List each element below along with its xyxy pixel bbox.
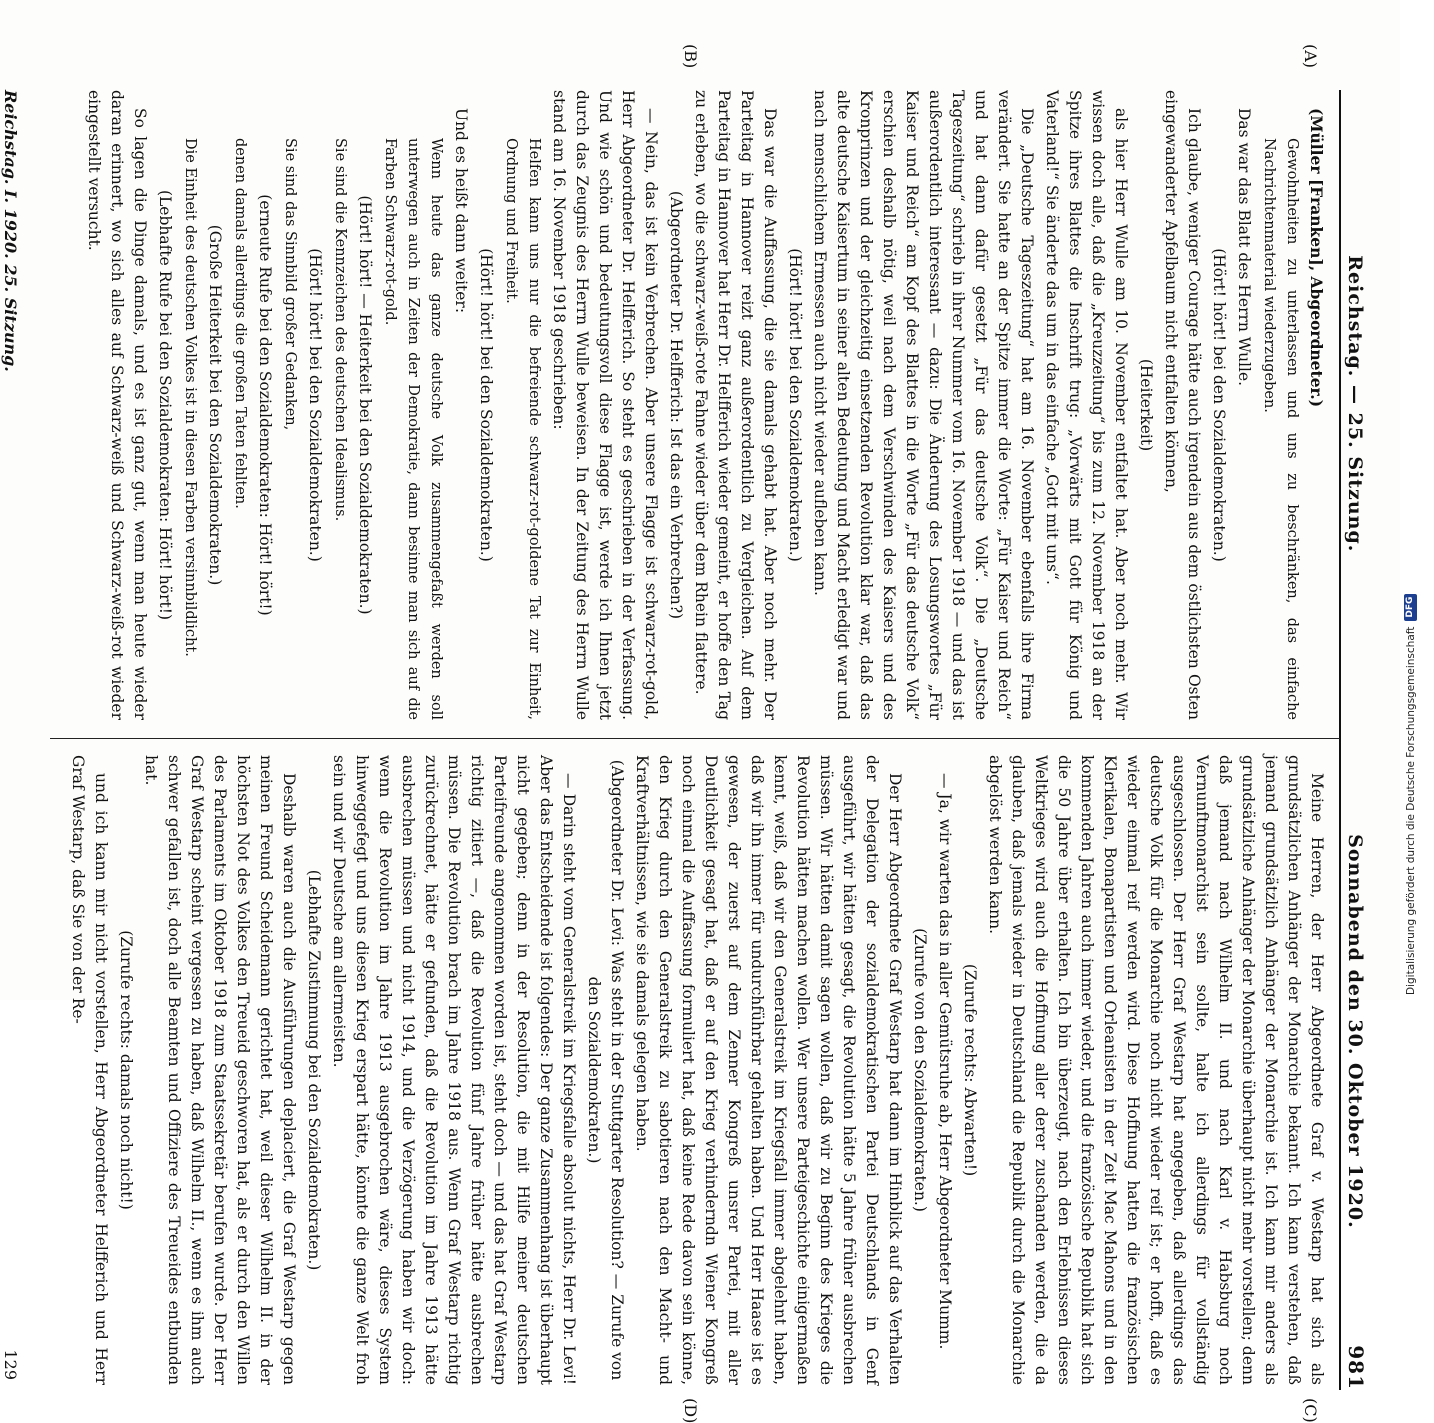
left-paragraph: Die Einheit des deutschen Volkes ist in diesen Farben versinnbildlicht. (182, 138, 198, 657)
left-paragraph: (Lebhafte Rufe bei den Sozialdemokraten: Hört! hört!) (156, 189, 174, 621)
margin-mark-b: (B) (681, 44, 700, 69)
right-paragraph: (Zurufe rechts: Abwarten!) (961, 963, 979, 1177)
left-paragraph: Das war die Auffassung, die sie damals gehabt hat. Aber noch mehr. Der Parteitag in Hannover reizt ganz außerordentlich zu Vergleichen. Auf dem Parteitag in Hannover hat Herr Dr. Helfferich wieder gemeint, er hoffe den Tag zu erleben, wo die schwarz-weiß-rote Fahne wieder über dem Rhein flattere. (692, 90, 779, 720)
footer-left: Reichstag. I. 1920. 25. Sitzung. (1, 90, 20, 372)
right-paragraph: Deshalb waren auch die Ausführungen deplaciert, die Graf Westarp gegen meinen Freund Scheidemann gerichtet hat, weil dieser Wilhelm II. in der höchsten Not des Volkes den Treueid geschworen hat, als er durch den Willen des Parlaments im Oktober 1918 zum Staatssekretär berufen wurde. Der Herr Graf Westarp scheint vergessen zu haben, daß Wilhelm II., wenn es ihm auch schwer gefallen ist, doch alle Beamten und Offiziere des Treueides entbunden hat. (142, 755, 298, 1385)
header-title-left: Reichstag. — 25. Sitzung. (1344, 255, 1366, 553)
footer-page-number: 129 (1, 1349, 20, 1380)
page-header (1339, 90, 1372, 1390)
column-divider (50, 738, 1340, 739)
left-paragraph: (Hört! hört! bei den Sozialdemokraten.) (306, 248, 324, 562)
right-paragraph: (Abgeordneter Dr. Levi: Was steht in der Stuttgarter Resolution? — Zurufe von den Sozialdemokraten.) (585, 759, 626, 1381)
left-paragraph: Sie sind das Sinnbild großer Gedanken, (282, 138, 298, 431)
left-paragraph: — Nein, das ist kein Verbrechen. Aber unsere Flagge ist schwarz-rot-gold, Herr Abgeordneter Dr. Helfferich. So steht es geschrieben in der Verfassung. Und wie schön und bedeutungsvoll diese Flagge ist, werde ich Ihnen jetzt durch das Zeugnis des Herrn Wulle beweisen. In der Zeitung des Herrn Wulle stand am 16. November 1918 geschrieben: (550, 90, 660, 720)
left-paragraph: (Hört! hört! bei den Sozialdemokraten.) (477, 248, 495, 562)
left-paragraph: So lagen die Dinge damals, und es ist ganz gut, wenn man heute wieder daran erinnert, wo sich alles auf Schwarz-weiß und Schwarz-weiß-rot wieder eingestellt versucht. (85, 90, 149, 720)
margin-mark-a: (A) (1301, 44, 1320, 69)
left-paragraph: (Hört! hört! bei den Sozialdemokraten.) (786, 248, 804, 562)
left-paragraph: Sie sind die Kennzeichen des deutschen Idealismus. (332, 138, 348, 522)
left-paragraph: (Heiterkeit) (1137, 358, 1155, 452)
left-paragraph: Die „Deutsche Tageszeitung“ hat am 16. November ebenfalls ihre Firma verändert. Sie hatte an der Spitze immer die Worte: „Für Kaiser und Reich“ und hat dann dafür gesetzt „Für das deutsche Volk“. Die „Deutsche Tageszeitung“ schrieb in ihrer Nummer vom 16. November 1918 — und das ist außerordentlich interessant — dazu: Die Änderung des Losungswortes „Für Kaiser und Reich“ am Kopf des Blattes in die Worte „Für das deutsche Volk“ erschien deshalb nötig, weil nach dem Verschwinden des Kaisers und des Kronprinzen und der gleichzeitig einsetzenden Revolution klar war, daß das alte deutsche Kaisertum in seiner alten Bedeutung und Macht erledigt war und nach menschlichem Ermessen auch nicht wieder aufleben kann. (811, 90, 1036, 720)
dfg-logo: DFG (1404, 594, 1417, 621)
left-paragraph: Gewohnheiten zu unterlassen und uns zu beschränken, das einfache Nachrichtenmaterial wiederzugeben. (1261, 138, 1300, 720)
left-paragraph: (erneute Rufe bei den Sozialdemokraten: Hört! hört!) (256, 194, 274, 616)
left-paragraph: (Große Heiterkeit bei den Sozialdemokraten.) (206, 224, 224, 586)
header-title-right: Sonnabend den 30. Oktober 1920. (1344, 834, 1366, 1229)
right-column (69, 755, 1328, 1385)
left-paragraph: Und es heißt dann weiter: (452, 108, 470, 314)
left-column (85, 90, 1328, 720)
right-paragraph: (Zurufe rechts: damals noch nicht!) (117, 930, 135, 1210)
margin-mark-d: (D) (681, 1398, 700, 1423)
left-paragraph: Helfen kann uns nur die befreiende schwarz-rot-goldene Tat zur Einheit, Ordnung und Freiheit. (503, 138, 542, 720)
right-paragraph: — Ja, wir warten das in aller Gemütsruhe ab, Herr Abgeordneter Mumm. (936, 773, 954, 1350)
left-paragraph: (Abgeordneter Dr. Helfferich: Ist das ein Verbrechen?) (667, 190, 685, 620)
right-paragraph: — Darin steht vom Generalstreik im Kriegsfalle absolut nichts, Herr Dr. Levi! Aber das Entscheidende ist folgendes: Der ganze Zusammenhang ist überhaupt nicht gegeben; denn in der Resolution, die mit Hilfe meiner deutschen Parteifreunde angenommen worden ist, steht doch — und das hat Graf Westarp richtig zitiert —, daß die Revolution fünf Jahre früher hätte ausbrechen müssen. Die Revolution brach im Jahre 1918 aus. Wenn Graf Westarp richtig zurückrechnet, hätte er gefunden, daß die Revolution im Jahre 1913 hätte ausbrechen müssen und nicht 1914, und die Verzögerung haben wir doch: wenn die Revolution im Jahre 1913 ausgebrochen wäre, dieses System hinweggefegt und uns diesen Krieg erspart hätte, könnte die ganze Welt froh sein und wir Deutsche am allermeisten. (330, 755, 578, 1385)
digitization-note-text: Digitalisierung gefördert durch die Deutsche Forschungsgemeinschaft (1404, 626, 1417, 995)
left-paragraph: Das war das Blatt des Herrn Wulle. (1235, 108, 1253, 387)
margin-mark-c: (C) (1301, 1398, 1320, 1423)
left-paragraph: (Müller [Franken], Abgeordneter.) (1307, 108, 1326, 408)
right-paragraph: und ich kann mir nicht vorstellen, Herr Abgeordneter Helfferich und Herr Graf Westarp, daß Sie von der Re- (69, 755, 110, 1385)
right-paragraph: Meine Herren, der Herr Abgeordnete Graf v. Westarp hat sich als grundsätzlichen Anhänger der Monarchie bekannt. Ich kann verstehen, daß jemand grundsätzlich Anhänger der Monarchie ist. Ich kann mir anders als grundsätzliche Anhänger der Monarchie überhaupt nicht mehr vorstellen; denn daß jemand nach Wilhelm II. und nach Karl v. Habsburg noch Vernunftmonarchist sein sollte, halte ich allerdings für vollständig ausgeschlossen. Der Herr Graf Westarp hat angegeben, daß allerdings das deutsche Volk für die Monarchie noch nicht wieder reif ist; er hofft, daß es wieder einmal reif werden wird. Diese Hoffnung hatten die französischen Klerikalen, Bonapartisten und Orleanisten in der Zeit Mac Mahons und in den kommenden Jahren auch immer wieder, und die französische Republik hat sich die 50 Jahre über erhalten. Ich bin überzeugt, nach den Erlebnissen dieses Weltkrieges wird auch die Hoffnung aller derer zuschanden werden, die da glauben, daß jemals wieder in Deutschland die Republik durch die Monarchie abgelöst werden kann. (986, 755, 1326, 1385)
left-paragraph: Ich glaube, weniger Courage hätte auch irgendein aus dem östlichsten Osten eingewanderter Apfelbaum nicht entfalten können, (1162, 90, 1203, 720)
left-paragraph: (Hört! hört! — Heiterkeit bei den Sozialdemokraten.) (356, 195, 374, 615)
digitization-note (1404, 594, 1417, 995)
right-paragraph: Der Herr Abgeordnete Graf Westarp hat dann im Hinblick auf das Verhalten der Delegation der sozialdemokratischen Partei Deutschlands in Genf ausgeführt, wir hätten gesagt, die Revolution hätte 5 Jahre früher ausbrechen müssen. Wir hätten damit sagen wollen, daß wir zu Beginn des Krieges die Revolution hätten machen wollen. Wer unsere Parteigeschichte einigermaßen kennt, weiß, daß wir den Generalstreik im Kriegsfall immer abgelehnt haben, daß wir ihn immer für undurchführbar gehalten haben. Und Herr Haase ist es gewesen, der zuerst auf dem Zenner Kongreß unsrer Partei, mit aller Deutlichkeit gesagt hat, daß er auf den Krieg verhinderndn Wiener Kongreß noch einmal die Auffassung formuliert hat, daß keine Rede davon sein könne, den Krieg durch den Generalstreik zu sabotieren nach den Macht- und Kraftverhältnissen, wie sie damals gelegen haben. (633, 755, 904, 1385)
header-page-number: 981 (1344, 1345, 1368, 1390)
left-paragraph: (Hört! hört! bei den Sozialdemokraten.) (1210, 248, 1228, 562)
left-paragraph: denen damals allerdings die großen Taten fehlten. (232, 138, 248, 509)
left-paragraph: als hier Herr Wulle am 10. November entfaltet hat. Aber noch mehr. Wir wissen doch alle, daß die „Kreuzzeitung“ bis zum 12. November 1918 an der Spitze ihres Blattes die Inschrift trug: „Vorwärts mit Gott für König und Vaterland!“ Sie änderte das um in das einfache „Gott mit uns“. (1043, 90, 1130, 720)
right-paragraph: (Lebhafte Zustimmung bei den Sozialdemokraten.) (305, 869, 323, 1271)
left-paragraph: Wenn heute das ganze deutsche Volk zusammengefaßt werden soll unterwegen auch in Zeiten der Demokratie, dann besinne man sich auf die Farben Schwarz-rot-gold. (382, 138, 444, 720)
right-paragraph: (Zurufe von den Sozialdemokraten.) (911, 928, 929, 1212)
